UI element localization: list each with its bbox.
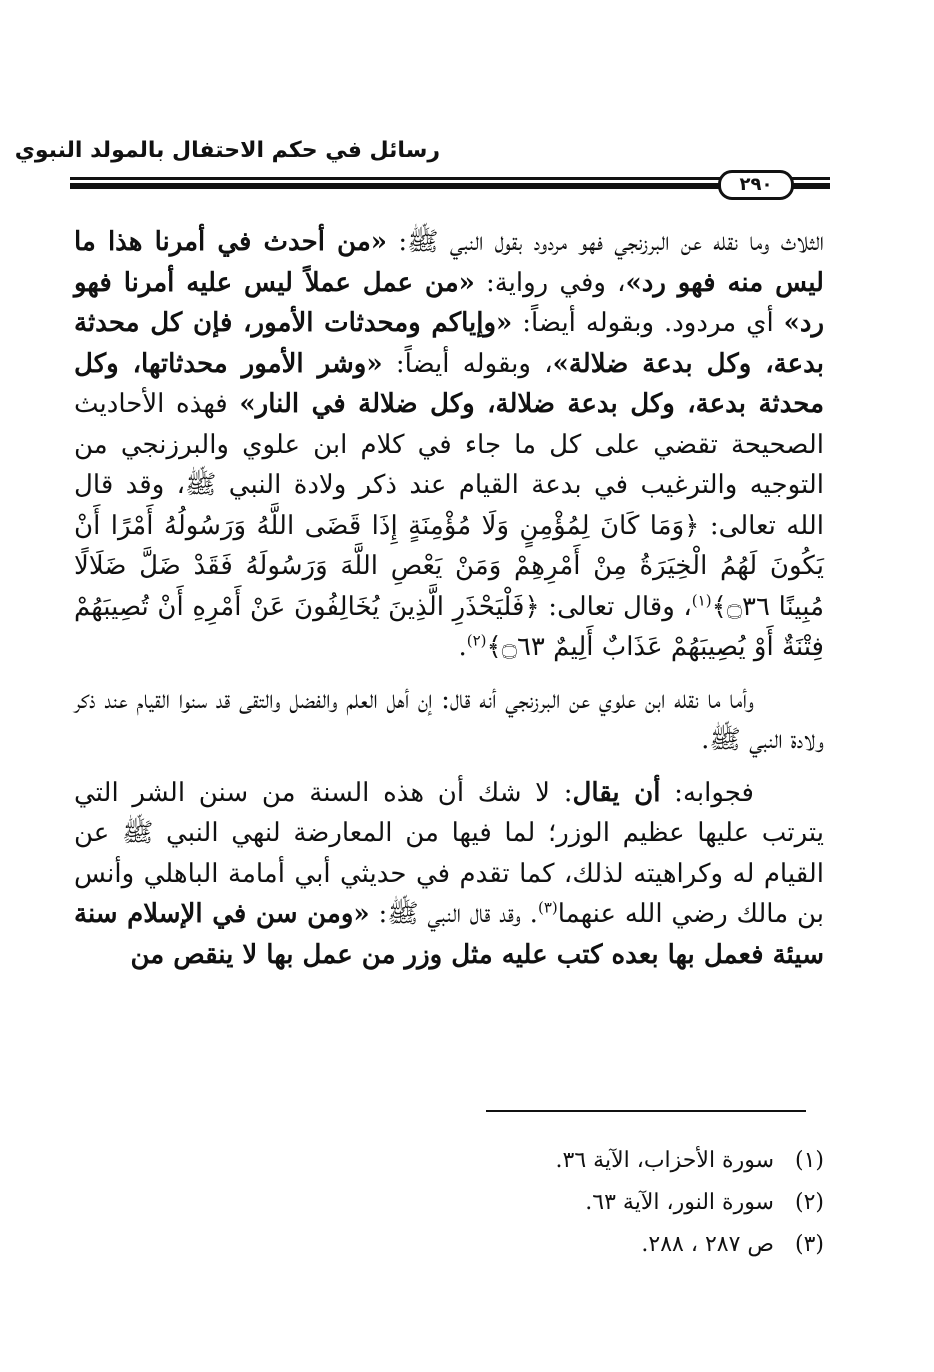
footnote-text: سورة الأحزاب، الآية ٣٦. (555, 1148, 774, 1173)
quran-verse: ﴿فَلْيَحْذَرِ الَّذِينَ يُخَالِفُونَ عَنْ أَمْرِهِ أَنْ تُصِيبَهُمْ فِتْنَةٌ أَوْ يُصِيبَهُمْ عَذَابٌ أَلِيمٌ ۝٦٣﴾ (74, 591, 824, 662)
paragraph-2: وأما ما نقله ابن علوي عن البرزنجي أنه قال: إن أهل العلم والفضل والتقى قد سنوا القيام عند ذكر ولادة النبي ﷺ. (74, 684, 824, 755)
paragraph-3 (74, 773, 824, 976)
header-rule (70, 172, 830, 194)
footnote-item (400, 1182, 824, 1224)
text-run: فجوابه: (660, 777, 754, 808)
footnotes (400, 1140, 824, 1266)
paragraph-1 (74, 222, 824, 668)
text-run: فهذه الأحاديث الصحيحة تقضي على كل ما جاء في كلام ابن علوي والبرزنجي من التوجيه والترغيب في بدعة القيام عند ذكر ولادة النبي ﷺ، وقد قال الله تعالى: (74, 389, 824, 541)
footnote-number: (١) (794, 1148, 824, 1173)
hadith-quote: «وإياكم ومحدثات الأمور، فإن كل محدثة بدعة، وكل بدعة ضلالة» (74, 308, 825, 379)
main-text (74, 222, 824, 975)
text-run: ، وقال تعالى: (539, 591, 692, 622)
footnote-ref[interactable]: (١) (691, 590, 712, 609)
footnote-separator (486, 1110, 806, 1112)
footnote-ref[interactable]: (٢) (466, 631, 487, 650)
footnote-ref[interactable]: (٣) (537, 898, 558, 917)
header-rule-thin-line (70, 177, 830, 180)
footnote-item (400, 1224, 824, 1266)
text-run: الثلاث وما نقله عن البرزنجي فهو مردود بقول النبي ﷺ: (387, 227, 824, 257)
hadith-quote: «من أحدث في أمرنا هذا ما ليس منه فهو رد» (74, 227, 824, 298)
footnote-text: سورة النور، الآية ٦٣. (585, 1190, 774, 1215)
text-run: ، وبقوله أيضاً: (382, 348, 553, 379)
hadith-quote: «وشر الأمور محدثاتها، وكل محدثة بدعة، وكل بدعة ضلالة، وكل ضلالة في النار» (74, 348, 824, 419)
header-rule-thick-line (70, 183, 830, 189)
hadith-quote: «من عمل عملاً ليس عليه أمرنا فهو رد» (74, 267, 824, 338)
footnote-text: ص ٢٨٧ ، ٢٨٨. (641, 1232, 774, 1257)
text-run: . وقد قال النبي ﷺ: (369, 899, 538, 929)
text-run: أي مردود. وبقوله أيضاً: (512, 308, 784, 338)
running-title: رسائل في حكم الاحتفال بالمولد النبوي (14, 138, 440, 163)
quran-verse: ﴿وَمَا كَانَ لِمُؤْمِنٍ وَلَا مُؤْمِنَةٍ إِذَا قَضَى اللَّهُ وَرَسُولُهُ أَمْرًا أَنْ يَكُونَ لَهُمُ الْخِيَرَةُ مِنْ أَمْرِهِمْ وَمَنْ يَعْصِ اللَّهَ وَرَسُولَهُ فَقَدْ ضَلَّ ضَلَالًا مُبِينًا ۝٣٦﴾ (74, 510, 824, 622)
footnote-number: (٣) (794, 1232, 824, 1257)
footnote-item (400, 1140, 824, 1182)
text-run: ، وفي رواية: (474, 267, 626, 298)
hadith-quote: «ومن سن في الإسلام سنة سيئة فعمل بها بعده كتب عليه مثل وزر من عمل بها لا ينقص من (74, 899, 824, 970)
text-run: : لا شك أن هذه السنة من سنن الشر التي يترتب عليها عظيم الوزر؛ لما فيها من المعارضة لنهي النبي ﷺ عن القيام له وكراهيته لذلك، كما تقدم في حديثي أبي أمامة الباهلي وأنس بن مالك رضي الله عنهما (74, 777, 824, 929)
footnote-number: (٢) (794, 1190, 824, 1215)
page-number: ٢٩٠ (718, 170, 794, 200)
text-run: . (458, 632, 467, 662)
answer-lead: أن يقال (572, 777, 661, 808)
